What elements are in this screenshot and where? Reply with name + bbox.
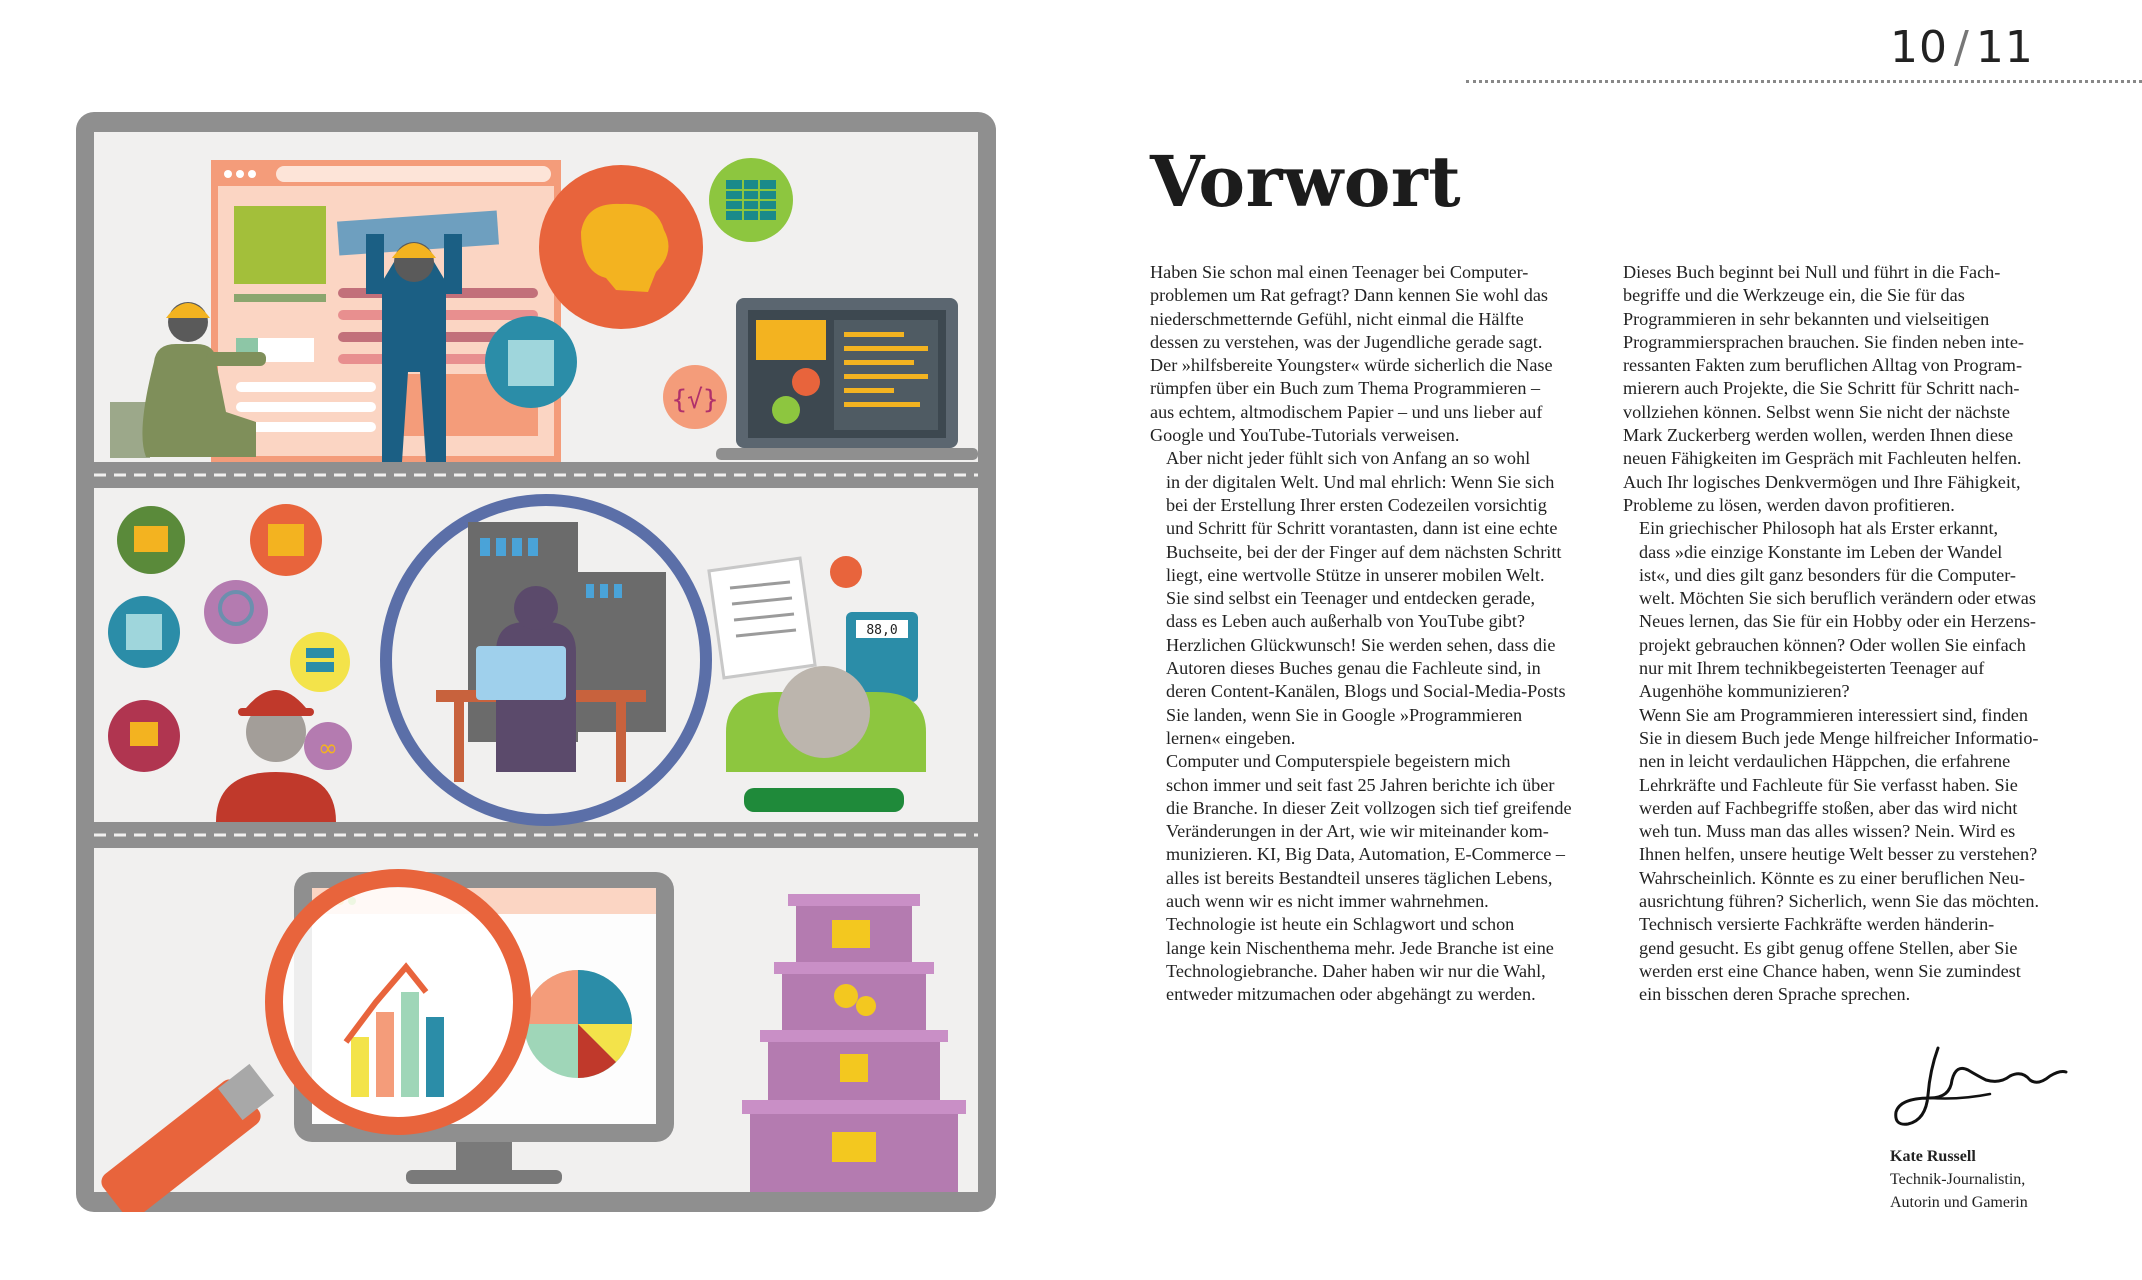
check-pin-icon <box>204 580 268 644</box>
page-number-right: 11 <box>1975 22 2034 73</box>
author-block <box>1890 1145 2028 1214</box>
text-line: alles ist bereits Bestandteil unseres täglichen Lebens, <box>1166 867 1553 888</box>
text-line: werden auf Fachbegriffe stoßen, aber das wird nicht <box>1639 797 2018 818</box>
text-line: ein bisschen deren Sprache sprechen. <box>1639 984 1911 1005</box>
text-line: projekt gebrauchen können? Oder wollen Sie einfach <box>1639 634 2026 655</box>
text-line: munizieren. KI, Big Data, Automation, E-Commerce – <box>1166 844 1566 865</box>
laptop-icon <box>716 298 978 460</box>
text-line: Der »hilfsbereite Youngster« würde sicherlich die Nase <box>1150 355 1553 376</box>
text-line: Google und YouTube-Tutorials verweisen. <box>1150 425 1460 446</box>
text-line: Autoren dieses Buches genau die Fachleute sind, in <box>1166 658 1541 679</box>
text-line: neuen Fähigkeiten im Gespräch mit Fachleuten helfen. <box>1623 448 2022 469</box>
text-line: Aber nicht jeder fühlt sich von Anfang an so wohl <box>1166 448 1531 469</box>
paragraph <box>1623 517 2069 703</box>
text-line: schon immer und seit fast 25 Jahren berichte ich über <box>1166 774 1555 795</box>
text-line: Technologie ist heute ein Schlagwort und schon <box>1166 914 1515 935</box>
text-line: Ihnen helfen, unsere heutige Welt besser zu verstehen? <box>1639 844 2038 865</box>
paragraph <box>1150 447 1596 587</box>
text-line: Probleme zu lösen, werden davon profitieren. <box>1623 494 1955 515</box>
text-line: Dieses Buch beginnt bei Null und führt in die Fach- <box>1623 262 2001 282</box>
text-line: werden erst eine Chance haben, wenn Sie zumindest <box>1639 960 2021 981</box>
text-line: lernen« eingeben. <box>1166 727 1296 748</box>
text-line: nen in leicht verdaulichen Häppchen, die erfahrene <box>1639 751 2011 772</box>
calculator-display: 88,0 <box>866 623 898 638</box>
text-line: mierern auch Projekte, die Sie Schritt für Schritt nach- <box>1623 378 2020 399</box>
server-room-circle <box>386 500 706 820</box>
author-name: Kate Russell <box>1890 1148 1976 1165</box>
text-line: weh tun. Muss man das alles wissen? Nein. Wird es <box>1639 821 2016 842</box>
illustration-shelves <box>76 112 996 1212</box>
text-line: bei der Erstellung Ihrer ersten Codezeilen vorsichtig <box>1166 494 1547 515</box>
text-line: in der digitalen Welt. Und mal ehrlich: Wenn Sie sich <box>1166 471 1555 492</box>
text-line: Buchseite, bei der der Finger auf dem nächsten Schritt <box>1166 541 1562 562</box>
text-line: Wahrscheinlich. Könnte es zu einer beruflichen Neu- <box>1639 867 2025 888</box>
paragraph <box>1150 587 1596 750</box>
text-line: Sie landen, wenn Sie in Google »Programmieren <box>1166 704 1523 725</box>
paragraph <box>1150 913 1596 1006</box>
text-line: Technisch versierte Fachkräfte werden händerin- <box>1639 914 1995 935</box>
text-line: niederschmetternde Gefühl, nicht einmal die Hälfte <box>1150 308 1524 329</box>
dotted-rule <box>1466 80 2142 83</box>
svg-text:{√}: {√} <box>671 385 719 415</box>
text-line: nur mit Ihrem technikbegeisterten Teenager auf <box>1639 658 1985 679</box>
svg-text:∞: ∞ <box>318 734 338 762</box>
text-line: entweder mitzumachen oder abgehängt zu werden. <box>1166 984 1536 1005</box>
text-line: lange kein Nischenthema mehr. Jede Branche ist eine <box>1166 937 1554 958</box>
text-line: Sie in diesem Buch jede Menge hilfreicher Informatio- <box>1639 727 2039 748</box>
page-number-separator: / <box>1954 22 1970 73</box>
signature-graphic <box>1890 1040 2070 1140</box>
author-role-line2: Autorin und Gamerin <box>1890 1194 2028 1211</box>
text-line: Programmieren in sehr bekannten und vielseitigen <box>1623 308 1990 329</box>
text-line: Sie sind selbst ein Teenager und entdecken gerade, <box>1166 588 1536 609</box>
text-line: Veränderungen in der Art, wie wir miteinander kom- <box>1166 821 1549 842</box>
paragraph <box>1623 704 2069 914</box>
paragraph <box>1150 261 1596 447</box>
text-line: Auch Ihr logisches Denkvermögen und Ihre Fähigkeit, <box>1623 471 2021 492</box>
text-line: Technologiebranche. Daher haben wir nur die Wahl, <box>1166 960 1546 981</box>
paragraph <box>1623 913 2069 1006</box>
text-line: Lehrkräfte und Fachleute für Sie verfasst haben. Sie <box>1639 774 2018 795</box>
text-line: und Schritt für Schritt vorantasten, dann ist eine echte <box>1166 518 1558 539</box>
text-line: Wenn Sie am Programmieren interessiert sind, finden <box>1639 704 2028 725</box>
text-line: liegt, eine wertvolle Stütze in unserer mobilen Welt. <box>1166 564 1545 585</box>
text-line: Programmiersprachen brauchen. Sie finden neben inte- <box>1623 331 2024 352</box>
text-line: aus echtem, altmodischem Papier – und uns lieber auf <box>1150 401 1543 422</box>
text-line: rümpfen über ein Buch zum Thema Programmieren – <box>1150 378 1541 399</box>
text-column-right <box>1623 261 2069 1007</box>
text-line: dass »die einzige Konstante im Leben der Wandel <box>1639 541 2003 562</box>
text-line: problemen um Rat gefragt? Dann kennen Sie wohl das <box>1150 285 1548 306</box>
text-line: welt. Möchten Sie sich beruflich verändern oder etwas <box>1639 588 2036 609</box>
author-role-line1: Technik-Journalistin, <box>1890 1171 2026 1188</box>
text-line: Computer und Computerspiele begeistern mich <box>1166 751 1511 772</box>
text-line: ressanten Fakten zum beruflichen Alltag von Program- <box>1623 355 2023 376</box>
text-line: die Branche. In dieser Zeit vollzogen sich tief greifende <box>1166 797 1572 818</box>
text-line: Ein griechischer Philosoph hat als Erster erkannt, <box>1639 518 1999 539</box>
chapter-heading: Vorwort <box>1150 140 1462 223</box>
page-number-left: 10 <box>1890 22 1948 73</box>
text-line: deren Content-Kanälen, Blogs und Social-Media-Posts <box>1166 681 1566 702</box>
text-line: Neues lernen, das Sie für ein Hobby oder ein Herzens- <box>1639 611 2036 632</box>
text-line: vollziehen können. Selbst wenn Sie nicht der nächste <box>1623 401 2010 422</box>
paragraph <box>1150 750 1596 913</box>
text-line: gend gesucht. Es gibt genug offene Stellen, aber Sie <box>1639 937 2018 958</box>
page-numbers <box>1890 22 2034 73</box>
text-line: Augenhöhe kommunizieren? <box>1639 681 1850 702</box>
text-line: Herzlichen Glückwunsch! Sie werden sehen, dass die <box>1166 634 1556 655</box>
pie-chart-graphic <box>524 970 632 1078</box>
text-column-left <box>1150 261 1596 1007</box>
text-line: Haben Sie schon mal einen Teenager bei Computer- <box>1150 262 1529 282</box>
text-line: begriffe und die Werkzeuge ein, die Sie für das <box>1623 285 1965 306</box>
paragraph <box>1623 261 2069 517</box>
text-line: dass es Leben auch außerhalb von YouTube gibt? <box>1166 611 1525 632</box>
text-line: auch wenn wir es nicht immer wahrnehmen. <box>1166 891 1489 912</box>
text-line: dessen zu verstehen, was der Jugendliche gerade sagt. <box>1150 331 1543 352</box>
text-line: ausrichtung führen? Sicherlich, wenn Sie das möchten. <box>1639 891 2040 912</box>
text-line: ist«, und dies gilt ganz besonders für die Computer- <box>1639 564 2016 585</box>
text-line: Mark Zuckerberg werden wollen, werden Ihnen diese <box>1623 425 2014 446</box>
